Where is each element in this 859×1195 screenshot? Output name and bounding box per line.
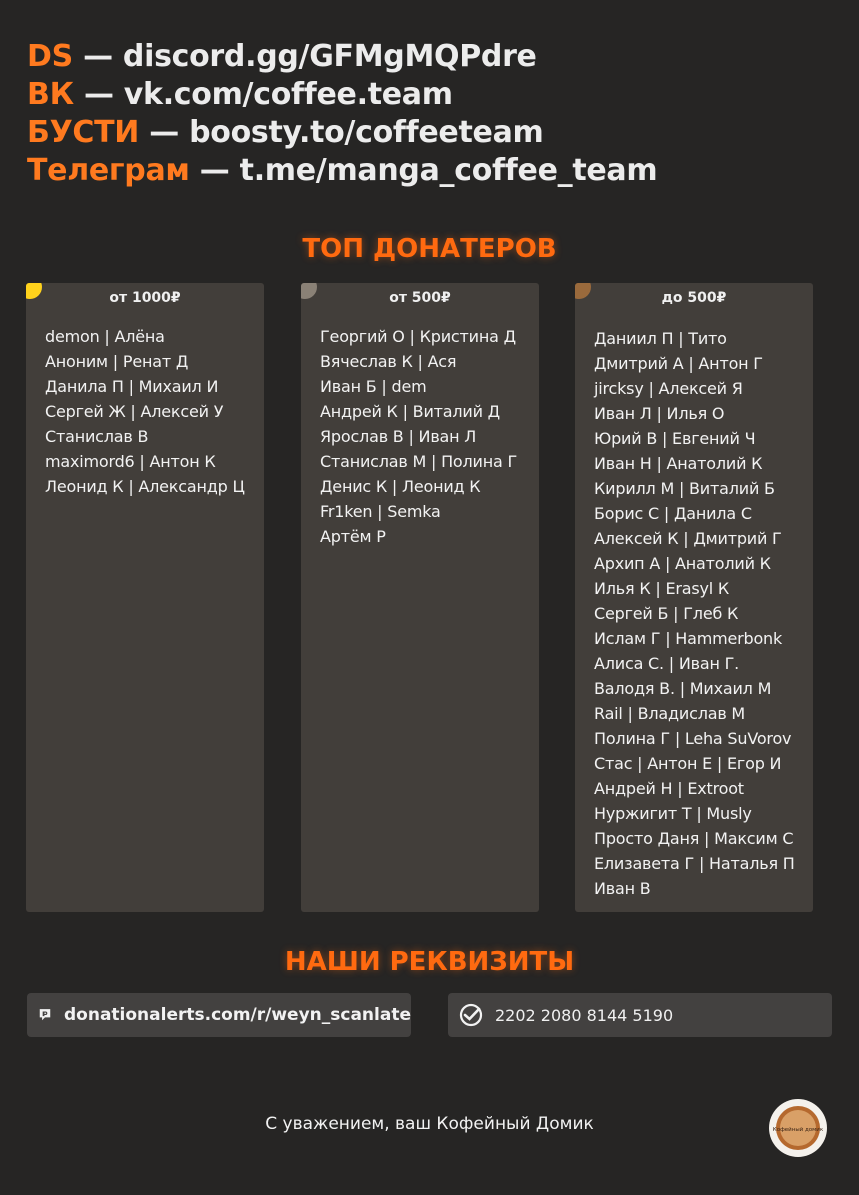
donor-entry: Нуржигит Т | Musly — [594, 804, 752, 823]
donor-entry: Андрей Н | Extroot — [594, 779, 744, 798]
donationalerts-url: donationalerts.com/r/weyn_scanlate — [64, 1005, 411, 1025]
donor-entry: Архип А | Анатолий К — [594, 554, 771, 573]
link-value: t.me/manga_coffee_team — [239, 153, 658, 188]
donor-entry: demon | Алёна — [45, 327, 165, 346]
link-key: Телеграм — [27, 153, 190, 188]
donor-column-title: от 500₽ — [389, 290, 451, 306]
signature: С уважением, ваш Кофейный Домик — [265, 1114, 594, 1134]
donor-column-under-500 — [575, 283, 813, 912]
sberbank-icon — [459, 1003, 483, 1027]
link-value: boosty.to/coffeeteam — [189, 115, 544, 150]
link-value: vk.com/coffee.team — [123, 77, 453, 112]
donationalerts-link[interactable] — [27, 993, 411, 1037]
donor-entry: Вячеслав К | Ася — [320, 352, 457, 371]
card-number[interactable] — [448, 993, 832, 1037]
donor-column-1000 — [26, 283, 264, 912]
donor-entry: Иван В — [594, 879, 651, 898]
donor-entry: Валодя В. | Михаил М — [594, 679, 772, 698]
donor-entry: Стас | Антон Е | Егор И — [594, 754, 782, 773]
donor-entry: Ярослав В | Иван Л — [320, 427, 477, 446]
coffee-house-logo — [768, 1098, 828, 1158]
donor-entry: Станислав М | Полина Г — [320, 452, 518, 471]
donor-entry: Денис К | Леонид К — [320, 477, 481, 496]
donor-entry: Иван Б | dem — [320, 377, 427, 396]
requisites-title: НАШИ РЕКВИЗИТЫ — [284, 947, 575, 977]
link-telegram[interactable]: Телеграм — t.me/manga_coffee_team — [27, 153, 658, 188]
card-number-text: 2202 2080 8144 5190 — [495, 1005, 674, 1025]
donor-entry: Дмитрий А | Антон Г — [594, 354, 763, 373]
link-boosty[interactable]: БУСТИ — boosty.to/coffeeteam — [27, 115, 544, 150]
donor-list — [320, 324, 537, 549]
logo-text: Кофейный домик — [772, 1127, 824, 1133]
donor-entry: Ислам Г | Hammerbonk — [594, 629, 783, 648]
donor-entry: Елизавета Г | Наталья П — [594, 854, 795, 873]
donor-entry: Полина Г | Leha SuVorov — [594, 729, 792, 748]
donor-entry: Георгий О | Кристина Д — [320, 327, 516, 346]
link-key: БУСТИ — [27, 115, 140, 150]
donor-entry: Иван Л | Илья О — [594, 404, 725, 423]
donor-list — [45, 324, 262, 499]
donor-entry: jircksy | Алексей Я — [594, 379, 743, 398]
donor-entry: Иван Н | Анатолий К — [594, 454, 763, 473]
link-key: ВК — [27, 77, 74, 112]
donationalerts-icon — [38, 1003, 52, 1027]
donor-entry: Сергей Б | Глеб К — [594, 604, 739, 623]
donor-entry: Данила П | Михаил И — [45, 377, 219, 396]
donor-entry: Сергей Ж | Алексей У — [45, 402, 224, 421]
donor-entry: Даниил П | Тито — [594, 329, 727, 348]
donor-entry: Артём Р — [320, 527, 386, 546]
social-links — [27, 38, 657, 190]
donor-column-title: до 500₽ — [661, 290, 727, 306]
donor-entry: Аноним | Ренат Д — [45, 352, 189, 371]
donor-entry: Илья К | Erasyl К — [594, 579, 730, 598]
donor-list — [594, 326, 811, 901]
donor-entry: maximord6 | Антон К — [45, 452, 216, 471]
donor-entry: Алексей К | Дмитрий Г — [594, 529, 782, 548]
donor-column-500 — [301, 283, 539, 912]
link-vk[interactable]: ВК — vk.com/coffee.team — [27, 77, 453, 112]
donor-entry: Просто Даня | Максим С — [594, 829, 794, 848]
donor-entry: Борис С | Данила С — [594, 504, 752, 523]
donor-column-title: от 1000₽ — [109, 290, 181, 306]
link-key: DS — [27, 39, 73, 74]
top-donors-title: ТОП ДОНАТЕРОВ — [302, 234, 557, 264]
donor-entry: Леонид К | Александр Ц — [45, 477, 245, 496]
donor-entry: Юрий В | Евгений Ч — [594, 429, 756, 448]
donor-entry: Rail | Владислав М — [594, 704, 746, 723]
donor-entry: Fr1ken | Semka — [320, 502, 441, 521]
link-discord[interactable]: DS — discord.gg/GFMgMQPdre — [27, 39, 537, 74]
donor-entry: Алиса С. | Иван Г. — [594, 654, 740, 673]
donor-entry: Станислав В — [45, 427, 149, 446]
link-value: discord.gg/GFMgMQPdre — [122, 39, 537, 74]
donor-entry: Кирилл М | Виталий Б — [594, 479, 775, 498]
donor-entry: Андрей К | Виталий Д — [320, 402, 500, 421]
